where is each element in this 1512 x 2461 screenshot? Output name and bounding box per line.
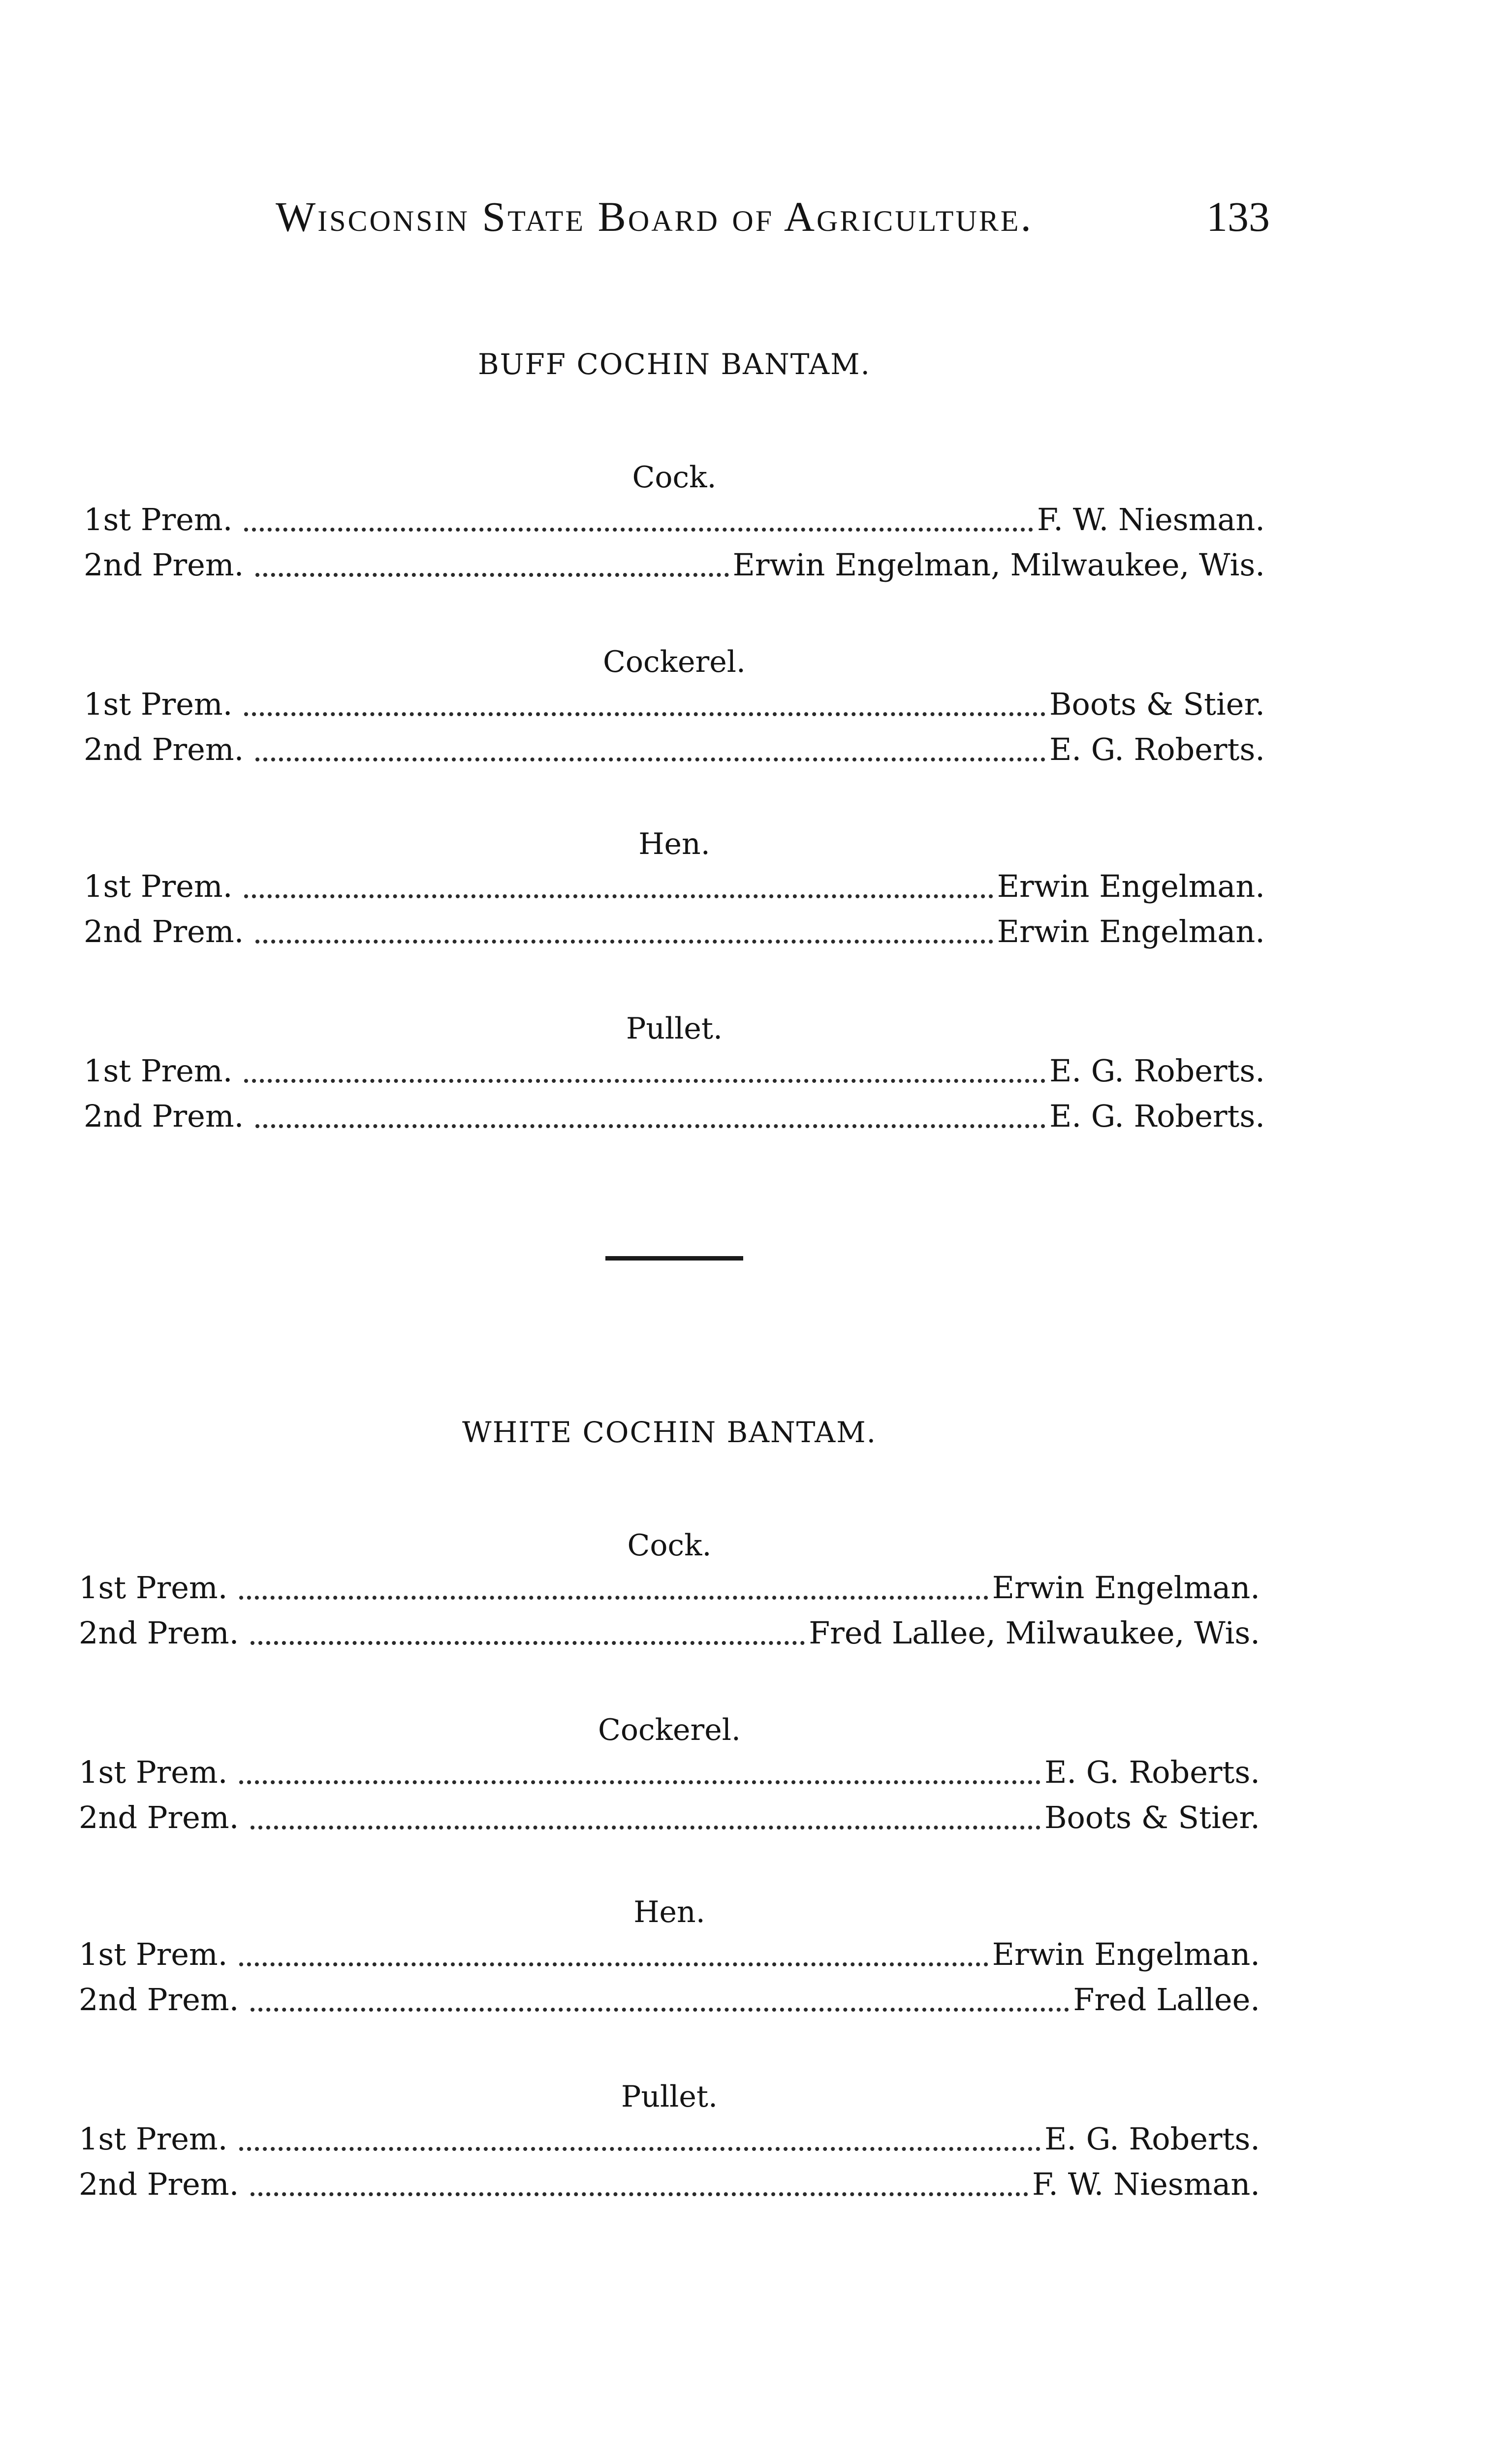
section-white-cochin-bantam [79,1413,1260,2202]
dot-leader [251,2192,1028,2196]
premium-label: 1st Prem. [84,686,233,722]
winner-name: F. W. Niesman. [1032,2166,1260,2202]
dot-leader [239,2147,1040,2151]
group-hen [84,824,1265,954]
premium-label: 1st Prem. [84,502,233,537]
award-entry [79,1750,1260,1795]
section-buff-cochin-bantam [84,345,1265,1134]
premium-label: 1st Prem. [79,1754,228,1790]
winner-name: E. G. Roberts. [1044,2121,1260,2157]
premium-label: 2nd Prem. [79,1615,239,1651]
group-cock [79,1526,1260,1656]
dot-leader [255,573,728,577]
dot-leader [244,528,1033,532]
winner-name: Boots & Stier. [1044,1799,1260,1835]
group-hen [79,1893,1260,2022]
group-heading: Cock. [627,1528,712,1563]
winner-name: E. G. Roberts. [1044,1754,1260,1790]
group-heading: Cock. [632,460,717,495]
award-entry [84,1094,1265,1139]
premium-label: 2nd Prem. [79,1982,239,2018]
premium-label: 2nd Prem. [84,731,244,767]
dot-leader [244,894,993,898]
dot-leader [244,1079,1045,1083]
group-heading: Pullet. [626,1011,723,1046]
group-heading: Cockerel. [598,1713,741,1747]
section-title: WHITE COCHIN BANTAM. [462,1416,877,1449]
group-cockerel [84,642,1265,772]
award-entry [79,1610,1260,1656]
award-entry [84,542,1265,588]
page-number: 133 [1206,193,1270,240]
group-heading: Cockerel. [603,645,746,679]
winner-name: Fred Lallee, Milwaukee, Wis. [809,1615,1260,1651]
dot-leader [239,1962,988,1966]
winner-name: Erwin Engelman. [992,1936,1260,1972]
winner-name: Erwin Engelman. [997,868,1265,904]
page-header [276,192,1270,251]
section-divider [605,1256,743,1261]
award-entry [79,1932,1260,1977]
award-entry [79,1565,1260,1610]
winner-name: E. G. Roberts. [1049,731,1265,767]
group-heading: Hen. [638,827,710,861]
winner-name: Erwin Engelman, Milwaukee, Wis. [732,547,1265,583]
winner-name: E. G. Roberts. [1049,1098,1265,1134]
winner-name: Fred Lallee. [1073,1982,1260,2018]
group-cock [84,458,1265,588]
award-entry [84,727,1265,772]
premium-label: 1st Prem. [79,1936,228,1972]
group-heading: Hen. [633,1895,705,1929]
award-entry [79,1977,1260,2022]
dot-leader [251,1641,805,1645]
winner-name: E. G. Roberts. [1049,1053,1265,1089]
winner-name: Erwin Engelman. [997,914,1265,949]
dot-leader [255,757,1045,761]
award-entry [79,2162,1260,2207]
award-entry [84,864,1265,909]
dot-leader [251,1826,1040,1830]
running-title: Wisconsin State Board of Agriculture. [276,193,1033,240]
award-entry [84,1048,1265,1094]
dot-leader [255,1124,1045,1128]
dot-leader [244,712,1045,716]
award-entry [84,909,1265,954]
award-entry [84,497,1265,542]
premium-label: 2nd Prem. [84,914,244,949]
premium-label: 1st Prem. [79,2121,228,2157]
award-entry [79,2116,1260,2162]
section-title: BUFF COCHIN BANTAM. [478,347,871,381]
award-entry [84,682,1265,727]
premium-label: 2nd Prem. [79,1799,239,1835]
winner-name: F. W. Niesman. [1037,502,1265,537]
premium-label: 1st Prem. [84,1053,233,1089]
group-cockerel [79,1710,1260,1840]
premium-label: 2nd Prem. [84,547,244,583]
premium-label: 2nd Prem. [84,1098,244,1134]
winner-name: Erwin Engelman. [992,1570,1260,1606]
award-entry [79,1795,1260,1840]
dot-leader [239,1596,988,1600]
premium-label: 2nd Prem. [79,2166,239,2202]
premium-label: 1st Prem. [79,1570,228,1606]
dot-leader [239,1780,1040,1784]
dot-leader [255,940,993,944]
group-pullet [79,2077,1260,2207]
group-heading: Pullet. [621,2080,718,2114]
dot-leader [251,2008,1069,2012]
winner-name: Boots & Stier. [1049,686,1265,722]
premium-label: 1st Prem. [84,868,233,904]
group-pullet [84,1009,1265,1139]
